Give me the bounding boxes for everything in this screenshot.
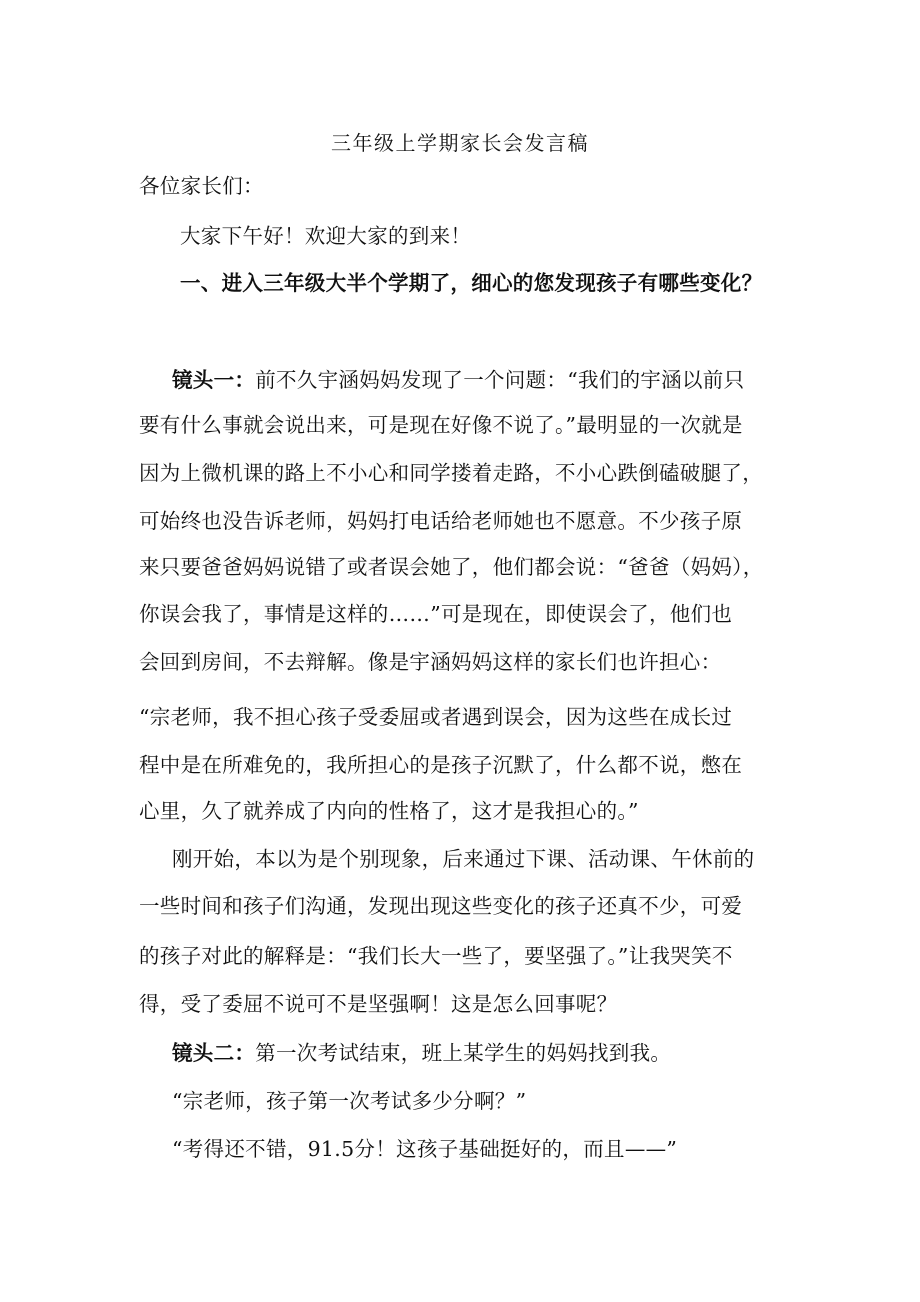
dialogue-line: “考得还不错，91.5分！这孩子基础挺好的，而且——” — [172, 1137, 678, 1161]
paragraph-line: 你误会我了，事情是这样的……”可是现在，即使误会了，他们也 — [139, 602, 733, 626]
paragraph-line: 可始终也没告诉老师，妈妈打电话给老师她也不愿意。不少孩子原 — [139, 509, 743, 533]
scene1-label: 镜头一： — [172, 368, 256, 392]
scene1-first-line — [172, 368, 744, 392]
paragraph-line: 程中是在所难免的，我所担心的是孩子沉默了，什么都不说，憋在 — [139, 753, 743, 777]
paragraph-line: 心里，久了就养成了内向的性格了，这才是我担心的。” — [139, 799, 639, 823]
paragraph-line: 要有什么事就会说出来，可是现在好像不说了。”最明显的一次就是 — [139, 413, 743, 437]
paragraph-line: 得，受了委屈不说可不是坚强啊！这是怎么回事呢？ — [139, 992, 618, 1016]
scene2-line — [172, 1041, 671, 1065]
paragraph-line: “宗老师，我不担心孩子受委屈或者遇到误会，因为这些在成长过 — [139, 705, 733, 729]
paragraph-line: 来只要爸爸妈妈说错了或者误会她了，他们都会说：“爸爸（妈妈）， — [139, 555, 764, 579]
scene2-text: 第一次考试结束，班上某学生的妈妈找到我。 — [255, 1041, 672, 1065]
scene1-text: 前不久宇涵妈妈发现了一个问题：“我们的宇涵以前只 — [255, 368, 745, 392]
dialogue-line: “宗老师，孩子第一次考试多少分啊？” — [172, 1089, 527, 1113]
document-title: 三年级上学期家长会发言稿 — [331, 131, 589, 155]
paragraph-line: 刚开始，本以为是个别现象，后来通过下课、活动课、午休前的 — [172, 847, 755, 871]
paragraph-line: 一些时间和孩子们沟通，发现出现这些变化的孩子还真不少，可爱 — [139, 894, 743, 918]
section-heading: 一、进入三年级大半个学期了，细心的您发现孩子有哪些变化？ — [180, 271, 763, 295]
greeting: 大家下午好！欢迎大家的到来！ — [180, 224, 472, 248]
scene2-label: 镜头二： — [172, 1041, 256, 1065]
paragraph-line: 会回到房间，不去辩解。像是宇涵妈妈这样的家长们也许担心： — [139, 650, 722, 674]
paragraph-line: 因为上微机课的路上不小心和同学搂着走路，不小心跌倒磕破腿了， — [139, 461, 763, 485]
paragraph-line: 的孩子对此的解释是：“我们长大一些了，要坚强了。”让我哭笑不 — [139, 944, 733, 968]
salutation: 各位家长们： — [139, 174, 264, 198]
